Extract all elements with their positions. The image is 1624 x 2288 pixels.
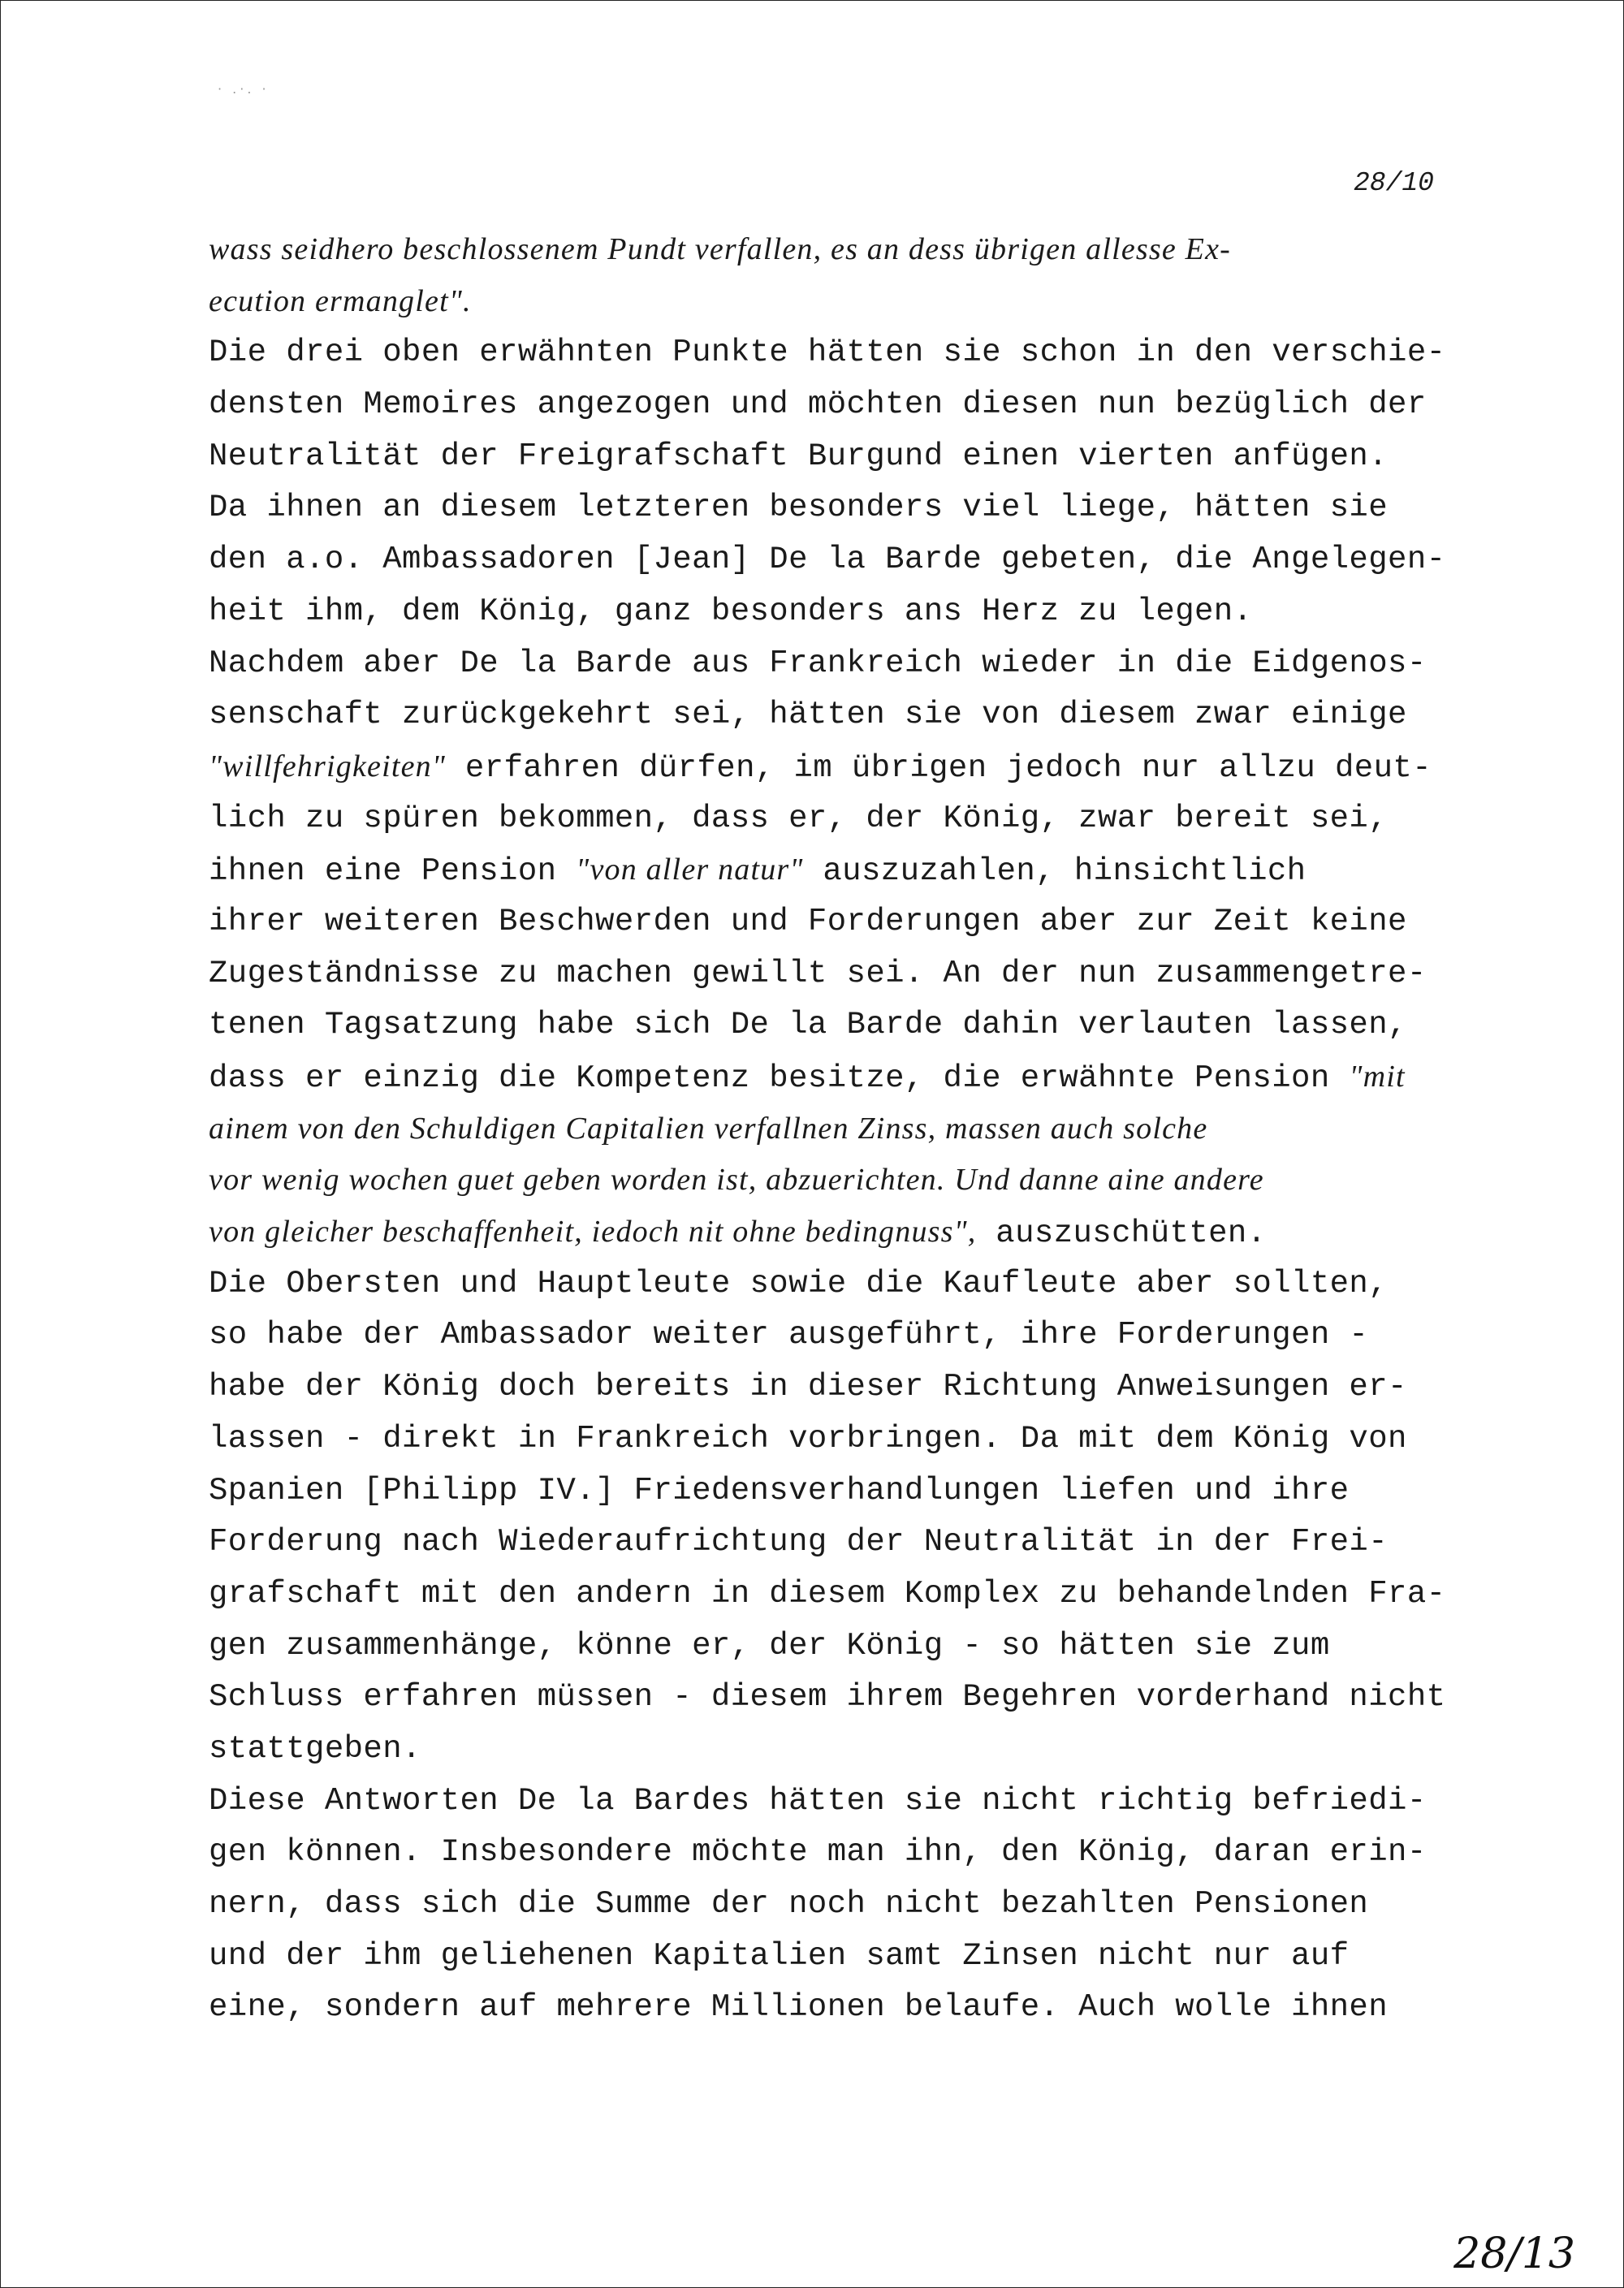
text-line	[209, 1931, 1463, 1983]
quoted-source-text: "von aller natur"	[576, 853, 804, 887]
quoted-source-text: vor wenig wochen guet geben worden ist, abzuerichten. Und danne aine andere	[209, 1163, 1264, 1198]
body-text-segment: ihnen eine Pension	[209, 853, 577, 890]
text-line	[209, 793, 1463, 845]
text-line	[209, 1466, 1463, 1517]
body-text-segment: heit ihm, dem König, ganz besonders ans Herz zu legen.	[209, 593, 1253, 629]
text-line	[209, 534, 1463, 586]
body-text-segment: grafschaft mit den andern in diesem Komplex zu behandelnden Fra-	[209, 1575, 1446, 1612]
quoted-source-text: "willfehrigkeiten"	[209, 749, 447, 784]
body-text-segment: gen können. Insbesondere möchte man ihn, den König, daran erin-	[209, 1834, 1427, 1871]
body-text-segment: ihrer weiteren Beschwerden und Forderungen aber zur Zeit keine	[209, 903, 1407, 939]
text-line	[209, 1517, 1463, 1569]
text-line	[209, 1103, 1463, 1155]
body-text-segment: auszuzahlen, hinsichtlich	[803, 853, 1307, 890]
body-text-segment: stattgeben.	[209, 1730, 421, 1767]
text-line	[209, 586, 1463, 638]
text-line	[209, 1569, 1463, 1621]
body-text-segment: Da ihnen an diesem letzteren besonders viel liege, hätten sie	[209, 490, 1389, 526]
text-line	[209, 1982, 1463, 2034]
text-line	[209, 1258, 1463, 1310]
body-text-segment: den a.o. Ambassadoren [Jean] De la Barde gebeten, die Angelegen-	[209, 542, 1446, 578]
text-line	[209, 224, 1463, 276]
quoted-source-text: wass seidhero beschlossenem Pundt verfallen, es an dess übrigen allesse Ex-	[209, 232, 1232, 266]
scan-speck: · .·. ·	[218, 81, 270, 97]
text-line	[209, 741, 1463, 793]
page-number: 28/10	[1353, 168, 1434, 198]
body-text-segment: erfahren dürfen, im übrigen jedoch nur allzu deut-	[446, 749, 1432, 786]
body-text-segment: lassen - direkt in Frankreich vorbringen. Da mit dem König von	[209, 1420, 1407, 1457]
quoted-source-text: "mit	[1349, 1060, 1406, 1094]
body-text-segment: Schluss erfahren müssen - diesem ihrem Begehren vorderhand nicht	[209, 1679, 1446, 1716]
text-line	[209, 689, 1463, 741]
text-line	[209, 1724, 1463, 1776]
quoted-source-text: von gleicher beschaffenheit, iedoch nit ohne bedingnuss",	[209, 1215, 977, 1250]
body-text-segment: Diese Antworten De la Bardes hätten sie nicht richtig befriedi-	[209, 1782, 1427, 1819]
body-text-segment: auszuschütten.	[976, 1215, 1267, 1252]
quoted-source-text: ecution ermanglet".	[209, 283, 472, 318]
body-text-segment: tenen Tagsatzung habe sich De la Barde dahin verlauten lassen,	[209, 1007, 1407, 1043]
text-line	[209, 844, 1463, 896]
text-line	[209, 482, 1463, 534]
body-text-segment: Die Obersten und Hauptleute sowie die Kaufleute aber sollten,	[209, 1265, 1389, 1302]
quoted-source-text: ainem von den Schuldigen Capitalien verfallnen Zinss, massen auch solche	[209, 1111, 1208, 1146]
text-line	[209, 1310, 1463, 1362]
body-text-segment: lich zu spüren bekommen, dass er, der König, zwar bereit sei,	[209, 800, 1389, 836]
body-text-segment: Neutralität der Freigrafschaft Burgund einen vierten anfügen.	[209, 438, 1389, 474]
text-line	[209, 1207, 1463, 1258]
text-line	[209, 1621, 1463, 1673]
body-text-segment: so habe der Ambassador weiter ausgeführt, ihre Forderungen -	[209, 1317, 1369, 1353]
body-text-segment: Forderung nach Wiederaufrichtung der Neutralität in der Frei-	[209, 1524, 1389, 1561]
body-text-segment: nern, dass sich die Summe der noch nicht bezahlten Pensionen	[209, 1886, 1369, 1922]
text-line	[209, 1362, 1463, 1414]
body-text	[209, 224, 1463, 2034]
text-line	[209, 276, 1463, 328]
text-line	[209, 431, 1463, 483]
text-line	[209, 948, 1463, 1000]
body-text-segment: senschaft zurückgekehrt sei, hätten sie von diesem zwar einige	[209, 697, 1407, 733]
text-line	[209, 1051, 1463, 1103]
handwritten-folio: 28/13	[1453, 2230, 1575, 2278]
text-line	[209, 1827, 1463, 1879]
body-text-segment: habe der König doch bereits in dieser Richtung Anweisungen er-	[209, 1369, 1407, 1405]
text-line	[209, 1414, 1463, 1466]
text-line	[209, 896, 1463, 948]
body-text-segment: und der ihm geliehenen Kapitalien samt Zinsen nicht nur auf	[209, 1937, 1350, 1974]
text-line	[209, 379, 1463, 431]
text-line	[209, 327, 1463, 379]
body-text-segment: Nachdem aber De la Barde aus Frankreich wieder in die Eidgenos-	[209, 645, 1427, 681]
text-line	[209, 1672, 1463, 1724]
text-line	[209, 638, 1463, 690]
body-text-segment: Zugeständnisse zu machen gewillt sei. An der nun zusammengetre-	[209, 955, 1427, 991]
text-line	[209, 1776, 1463, 1828]
text-line	[209, 999, 1463, 1051]
text-line	[209, 1879, 1463, 1931]
body-text-segment: densten Memoires angezogen und möchten diesen nun bezüglich der	[209, 386, 1427, 423]
body-text-segment: gen zusammenhänge, könne er, der König - so hätten sie zum	[209, 1627, 1330, 1664]
body-text-segment: eine, sondern auf mehrere Millionen belaufe. Auch wolle ihnen	[209, 1989, 1389, 2026]
body-text-segment: dass er einzig die Kompetenz besitze, die erwähnte Pension	[209, 1060, 1350, 1096]
text-line	[209, 1155, 1463, 1207]
body-text-segment: Die drei oben erwähnten Punkte hätten sie schon in den verschie-	[209, 335, 1446, 371]
body-text-segment: Spanien [Philipp IV.] Friedensverhandlungen liefen und ihre	[209, 1472, 1350, 1509]
